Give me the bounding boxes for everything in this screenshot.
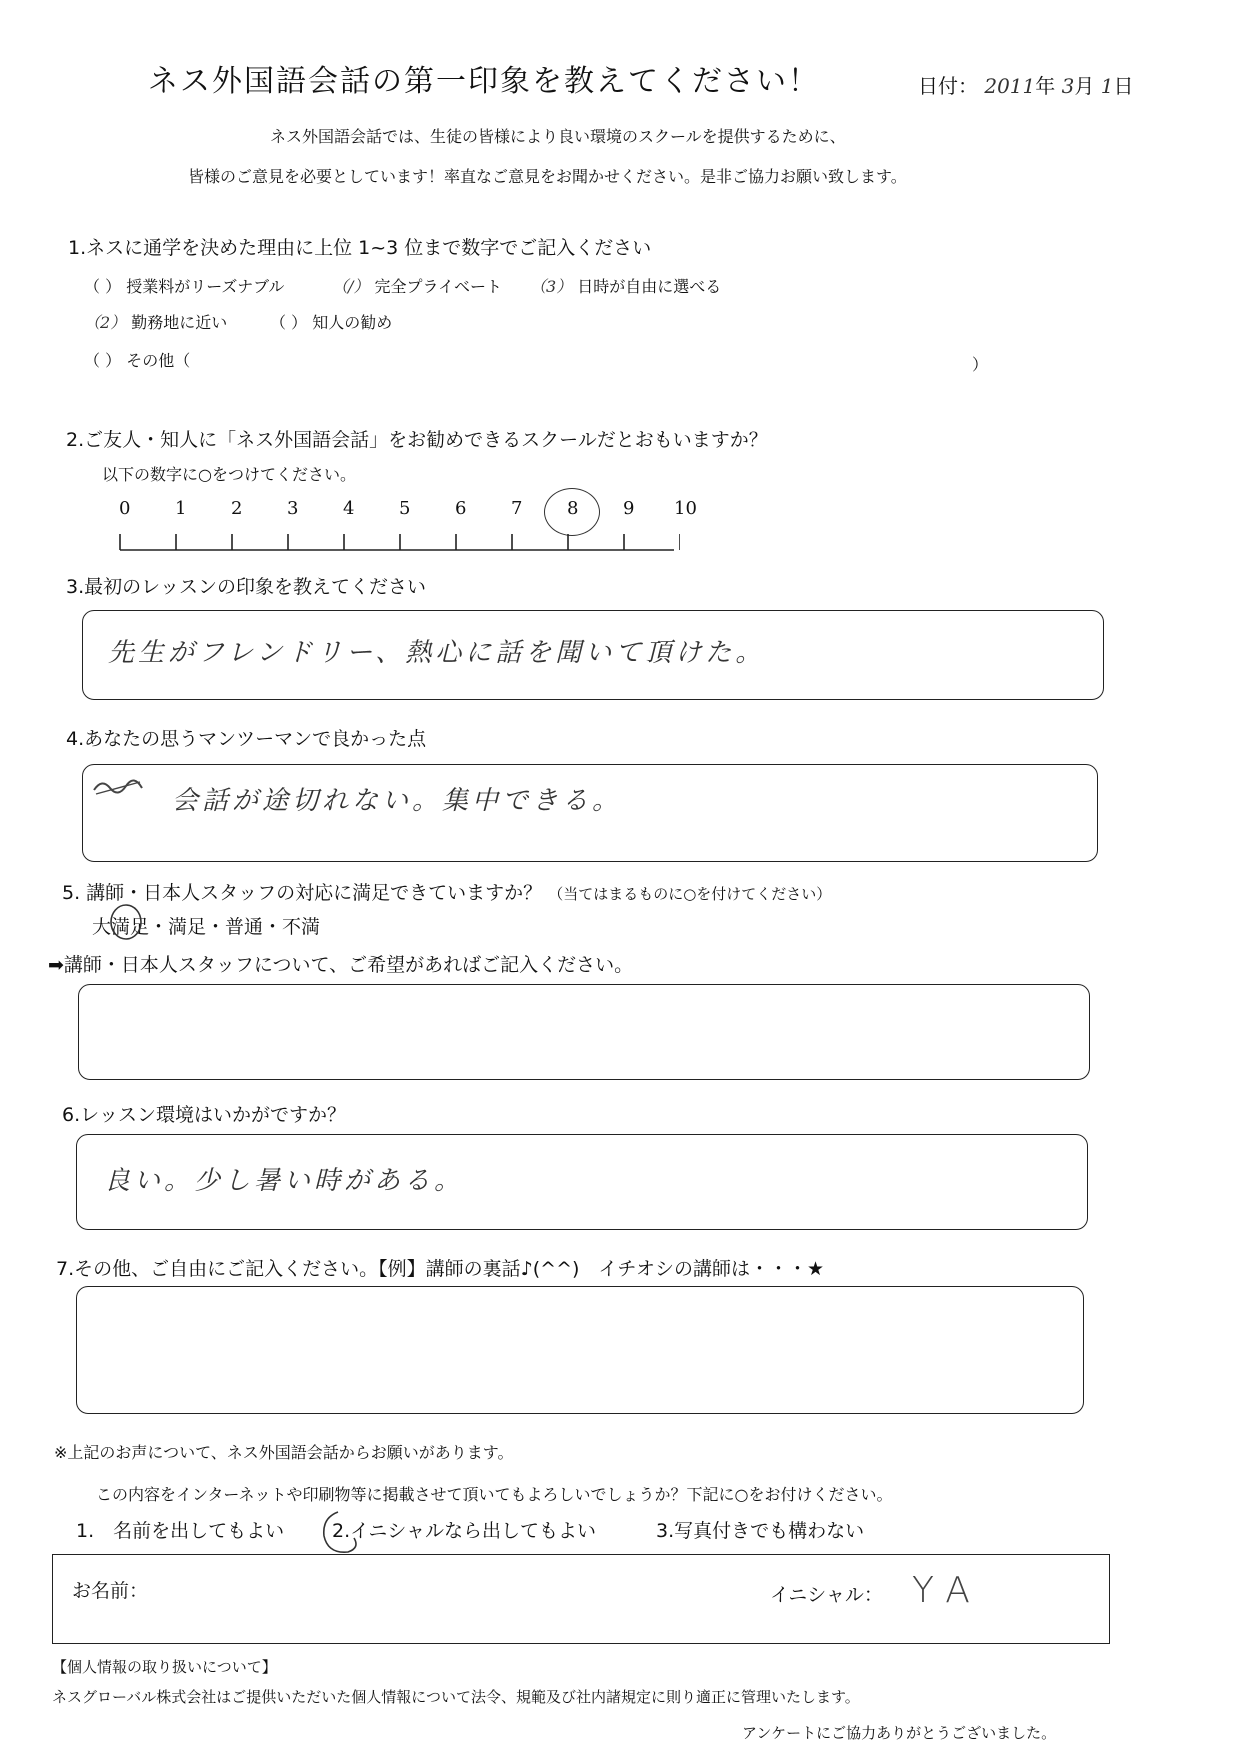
q1-mark: （3） [530, 277, 573, 296]
q1-option-other[interactable] [84, 348, 190, 371]
q4-title: 4.あなたの思うマンツーマンで良かった点 [66, 728, 427, 750]
q5-note: （当てはまるものに○を付けてください） [548, 885, 832, 903]
q2-scale-line [100, 520, 680, 556]
date-day-unit: 日 [1113, 74, 1134, 98]
q7-title: 7.その他、ご自由にご記入ください。【例】講師の裏話♪(^^) イチオシの講師は・・・★ [56, 1258, 825, 1280]
privacy-text: ネスグローバル株式会社はご提供いただいた個人情報について法令、規範及び社内諸規定に則り適正に管理いたします。 [52, 1688, 860, 1706]
q2-scale-number-6[interactable]: 6 [455, 498, 467, 519]
consent-note-1: ※上記のお声について、ネス外国語会話からお願いがあります。 [54, 1443, 514, 1462]
consent-option-1[interactable]: 1. 名前を出してもよい [76, 1520, 285, 1542]
q5-title [62, 878, 831, 905]
consent-option-3[interactable]: 3.写真付きでも構わない [656, 1520, 865, 1542]
q1-option-referral[interactable] [270, 310, 392, 333]
q1-label: 日時が自由に選べる [577, 277, 722, 296]
q1-mark: （ ） [270, 313, 308, 332]
q1-option-private[interactable] [332, 274, 502, 297]
q1-mark: （/） [332, 277, 370, 296]
q2-scale-number-4[interactable]: 4 [343, 498, 355, 519]
q5-followup: ➡講師・日本人スタッフについて、ご希望があればご記入ください。 [48, 954, 634, 976]
q2-scale-number-10[interactable]: 10 [674, 498, 697, 519]
q2-scale-number-8[interactable]: 8 [567, 498, 579, 519]
q1-title: 1.ネスに通学を決めた理由に上位 1~3 位まで数字でご記入ください [68, 237, 652, 259]
q1-label: その他（ [126, 351, 191, 370]
date-month: 3 [1061, 74, 1075, 98]
date-month-unit: 月 [1074, 74, 1095, 98]
name-label: お名前： [72, 1580, 149, 1602]
q1-label: 完全プライベート [374, 277, 503, 296]
initial-label: イニシャル： [770, 1584, 883, 1606]
privacy-title: 【個人情報の取り扱いについて】 [52, 1658, 277, 1676]
q1-mark: （2） [84, 313, 127, 332]
consent-note-2: この内容をインターネットや印刷物等に掲載させて頂いてもよろしいでしょうか？下記に○をお付けください。 [96, 1485, 893, 1504]
q5-selected-circle [108, 902, 144, 942]
q1-option-tuition[interactable] [84, 274, 284, 297]
thanks-message: アンケートにご協力ありがとうございました。 [742, 1724, 1057, 1742]
q2-scale-number-3[interactable]: 3 [287, 498, 299, 519]
q5-question: 5. 講師・日本人スタッフの対応に満足できていますか？ [62, 882, 543, 904]
q2-scale-number-9[interactable]: 9 [623, 498, 635, 519]
q3-answer: 先生がフレンドリー、熱心に話を聞いて頂けた。 [108, 638, 766, 668]
q1-option-near-work[interactable] [84, 310, 227, 333]
q4-answer: 会話が途切れない。集中できる。 [172, 786, 623, 816]
page-title: ネス外国語会話の第一印象を教えてください！ [148, 64, 820, 99]
date-year-unit: 年 [1035, 74, 1056, 98]
date-year: 2011 [984, 74, 1036, 98]
consent-selected-circle [318, 1508, 364, 1558]
q1-option-schedule[interactable] [530, 274, 721, 297]
q5-choices[interactable]: 大満足・満足・普通・不満 [92, 916, 321, 938]
q1-label: 知人の勧め [312, 313, 393, 332]
intro-line-2: 皆様のご意見を必要としています！率直なご意見をお聞かせください。是非ご協力お願い致します。 [188, 167, 907, 186]
date-label: 日付： [918, 74, 978, 98]
q5-followup-box[interactable] [78, 984, 1090, 1080]
q2-scale-number-2[interactable]: 2 [231, 498, 243, 519]
q7-answer-box[interactable] [76, 1286, 1084, 1414]
q1-label: 勤務地に近い [131, 313, 228, 332]
q1-label: 授業料がリーズナブル [126, 277, 285, 296]
intro-line-1: ネス外国語会話では、生徒の皆様により良い環境のスクールを提供するために、 [270, 127, 846, 146]
date-field [918, 70, 1133, 99]
consent-option-2[interactable]: 2.イニシャルなら出してもよい [332, 1520, 596, 1542]
q2-instruction: 以下の数字に○をつけてください。 [102, 465, 356, 484]
q1-mark: （ ） [84, 351, 122, 370]
q2-scale-number-5[interactable]: 5 [399, 498, 411, 519]
q2-scale-number-0[interactable]: 0 [119, 498, 131, 519]
q2-scale-number-7[interactable]: 7 [511, 498, 523, 519]
date-day: 1 [1100, 74, 1114, 98]
q6-title: 6.レッスン環境はいかがですか？ [62, 1104, 346, 1126]
q1-other-close: ） [972, 355, 989, 374]
q1-mark: （ ） [84, 277, 122, 296]
scribble-mark [90, 772, 146, 800]
q3-title: 3.最初のレッスンの印象を教えてください [66, 576, 426, 598]
q2-scale-number-1[interactable]: 1 [175, 498, 187, 519]
q2-title: 2.ご友人・知人に「ネス外国語会話」をお勧めできるスクールだとおもいますか？ [66, 429, 768, 451]
initial-value[interactable]: YA [912, 1570, 984, 1611]
q6-answer: 良い。少し暑い時がある。 [104, 1166, 465, 1196]
